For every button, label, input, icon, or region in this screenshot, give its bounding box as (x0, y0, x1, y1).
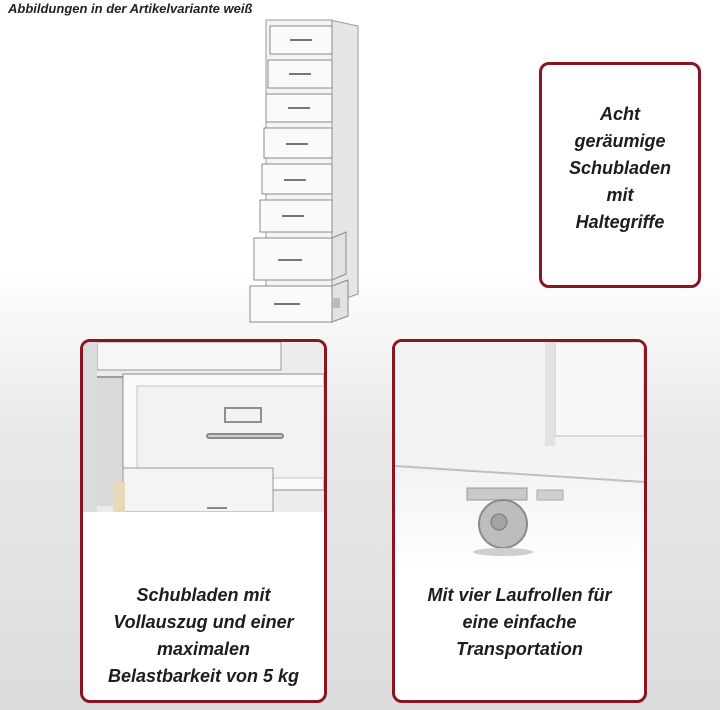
text-line: Transportation (456, 639, 583, 659)
text-line: Haltegriffe (575, 212, 665, 232)
feature-card-drawers (539, 62, 701, 288)
feature-card-extension (80, 339, 327, 703)
text-line: eine einfache (462, 612, 577, 632)
text-line: Schubladen (568, 158, 671, 178)
caster-closeup-photo (395, 342, 644, 572)
text-line: Belastbarkeit von 5 kg (107, 666, 300, 686)
drawer-closeup-photo (83, 342, 324, 512)
image-caption: Abbildungen in der Artikelvariante weiß (8, 1, 253, 16)
feature-text-wheels (395, 582, 644, 663)
feature-text-drawers (542, 101, 698, 236)
text-line: mit (606, 185, 634, 205)
text-line: Schubladen mit (136, 585, 271, 605)
text-line: Acht (600, 104, 640, 124)
text-line: maximalen (156, 639, 251, 659)
cabinet-illustration (248, 18, 378, 328)
feature-text-extension (83, 582, 324, 690)
feature-card-wheels (392, 339, 647, 703)
text-line: Mit vier Laufrollen für (427, 585, 612, 605)
text-line: geräumige (574, 131, 666, 151)
text-line: Vollauszug und einer (113, 612, 294, 632)
